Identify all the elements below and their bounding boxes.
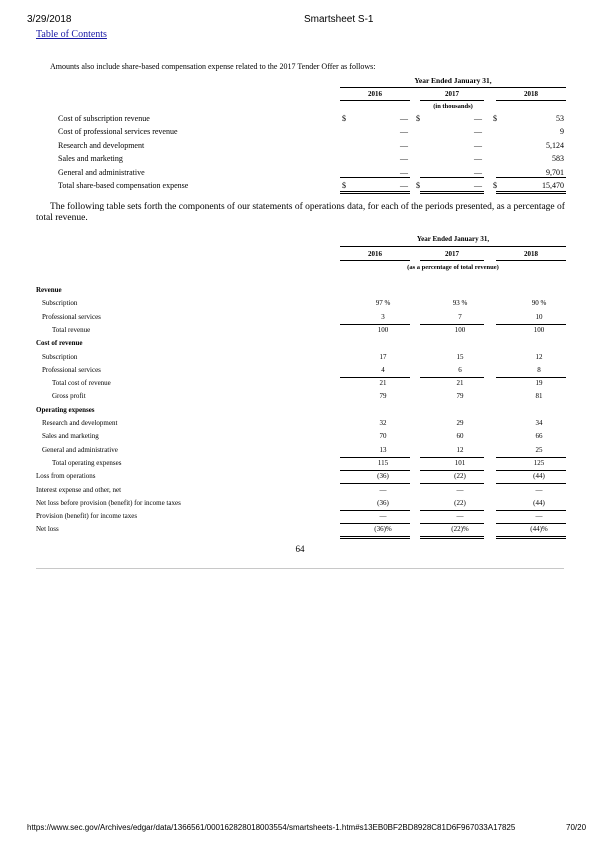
table1-row-label: General and administrative <box>58 167 145 177</box>
table2-row-label: Cost of revenue <box>36 339 83 348</box>
table2-cell: 6 <box>458 365 462 374</box>
table2-cell: 97 % <box>375 299 391 308</box>
table1-period-header: Year Ended January 31, <box>414 76 492 85</box>
footer-divider <box>36 568 564 569</box>
table2-cell: 17 <box>379 352 387 361</box>
table2-cell: — <box>535 485 543 494</box>
table2-row-label: Gross profit <box>52 392 86 401</box>
table2-cell: 79 <box>379 392 387 401</box>
table1-cell: — <box>400 181 408 190</box>
table2-cell: (44)% <box>530 525 548 534</box>
table1-unit-note: (in thousands) <box>433 103 473 110</box>
table2-cell: 3 <box>381 312 385 321</box>
table2-row-label: Net loss before provision (benefit) for income taxes <box>36 498 181 507</box>
table2-cell: 115 <box>377 458 389 467</box>
table1-row-label: Total share-based compensation expense <box>58 181 189 190</box>
table2-row-label: Professional services <box>42 365 101 374</box>
table2-row-label: General and administrative <box>42 445 118 454</box>
table2-row-label: Total cost of revenue <box>52 379 111 388</box>
dollar-sign: $ <box>416 181 420 190</box>
table2-cell: 12 <box>456 445 464 454</box>
table2-row-label: Total revenue <box>52 325 91 334</box>
table2-unit-note: (as a percentage of total revenue) <box>407 264 499 271</box>
table1-cell: — <box>400 127 408 137</box>
table1-cell: — <box>474 127 482 137</box>
table2-row-label: Subscription <box>42 352 78 361</box>
table2-cell: 12 <box>535 352 543 361</box>
table1-row-label: Sales and marketing <box>58 154 123 164</box>
table2-cell: (44) <box>533 472 545 481</box>
table1-cell: — <box>400 167 408 177</box>
table2-cell: 21 <box>456 379 464 388</box>
table2-row-label: Research and development <box>42 419 118 427</box>
table1-row-label: Cost of subscription revenue <box>58 114 150 123</box>
table2-cell: 21 <box>379 379 387 388</box>
table2-cell: 60 <box>456 432 464 441</box>
table1-cell: 15,470 <box>542 181 564 190</box>
table1-year-2016: 2016 <box>368 90 382 98</box>
table1-cell: 53 <box>556 114 564 123</box>
dollar-sign: $ <box>493 181 497 190</box>
table1-cell: — <box>400 154 408 164</box>
table2-row-label: Provision (benefit) for income taxes <box>36 512 138 521</box>
table2-cell: 29 <box>456 419 464 427</box>
dollar-sign: $ <box>416 114 420 123</box>
table2-cell: (44) <box>533 498 545 507</box>
components-paragraph: The following table sets forth the components of our statements of operations data, for each of the periods presented, as a percentage of total revenue. <box>36 202 565 223</box>
table2-cell: 25 <box>535 445 543 454</box>
table2-cell: — <box>379 485 387 494</box>
table2-cell: 100 <box>454 325 466 334</box>
table2-row-label: Interest expense and other, net <box>36 485 122 494</box>
table1-row-label: Research and development <box>58 140 145 150</box>
table2-cell: 66 <box>535 432 543 441</box>
table1-cell: 9 <box>560 127 564 137</box>
table2-cell: — <box>456 485 464 494</box>
table2-row-label: Net loss <box>36 525 59 534</box>
table2-cell: 32 <box>379 419 387 427</box>
dollar-sign: $ <box>342 114 346 123</box>
table2-cell: — <box>535 512 543 521</box>
table1-cell: — <box>474 154 482 164</box>
dollar-sign: $ <box>342 181 346 190</box>
table1-row-label: Cost of professional services revenue <box>58 127 178 137</box>
table2-year-2017: 2017 <box>445 250 459 258</box>
table2-cell: 101 <box>454 458 466 467</box>
table2-cell: 70 <box>379 432 387 441</box>
table1-cell: 583 <box>552 154 564 164</box>
table2-row-label: Total operating expenses <box>52 458 122 467</box>
table2-cell: 7 <box>458 312 462 321</box>
table2-cell: — <box>379 512 387 521</box>
table2-cell: (22) <box>454 472 466 481</box>
table2-cell: 4 <box>381 365 385 374</box>
table1-cell: 9,701 <box>546 167 564 177</box>
table2-row-label: Professional services <box>42 312 101 321</box>
source-url: https://www.sec.gov/Archives/edgar/data/1366561/000162828018003554/smartsheets-1.htm#s13EB0BF2BD8928C81D6F967033A17825 <box>27 823 516 832</box>
intro-text: Amounts also include share-based compensation expense related to the 2017 Tender Offer as follows: <box>50 62 376 71</box>
table2-cell: (36) <box>377 472 389 481</box>
table2-cell: 81 <box>535 392 543 401</box>
dollar-sign: $ <box>493 114 497 123</box>
table2-year-2018: 2018 <box>524 250 538 258</box>
table2-cell: 34 <box>535 419 543 427</box>
table2-cell: (22) <box>454 498 466 507</box>
table2-cell: 93 % <box>452 299 468 308</box>
table2-row-label: Loss from operations <box>36 472 96 481</box>
table2-cell: 79 <box>456 392 464 401</box>
table2-row-label: Sales and marketing <box>42 432 99 441</box>
table2-row-label: Operating expenses <box>36 405 95 414</box>
table2-cell: 19 <box>535 379 543 388</box>
table2-cell: 10 <box>535 312 543 321</box>
table2-year-2016: 2016 <box>368 250 382 258</box>
table2-row-label: Revenue <box>36 286 62 294</box>
table2-cell: 100 <box>533 325 545 334</box>
table2-cell: (36) <box>377 498 389 507</box>
table2-cell: 8 <box>537 365 541 374</box>
table2-cell: (36)% <box>374 525 392 534</box>
table2-row-label: Subscription <box>42 299 78 308</box>
table2-cell: (22)% <box>451 525 469 534</box>
table1-cell: — <box>474 167 482 177</box>
table2-cell: 15 <box>456 352 464 361</box>
table2-cell: 90 % <box>531 299 547 308</box>
print-page-count: 70/20 <box>566 823 587 832</box>
table1-year-2017: 2017 <box>445 90 459 98</box>
print-date: 3/29/2018 <box>27 14 72 25</box>
table1-cell: — <box>400 114 408 123</box>
table2-cell: 13 <box>379 445 387 454</box>
table-of-contents-link[interactable]: Table of Contents <box>36 29 107 40</box>
table1-year-2018: 2018 <box>524 90 538 98</box>
table2-period-header: Year Ended January 31, <box>416 235 490 243</box>
table2-cell: — <box>456 512 464 521</box>
table1-cell: — <box>474 140 482 150</box>
table1-cell: — <box>400 140 408 150</box>
table1-cell: — <box>474 181 482 190</box>
table1-cell: — <box>474 114 482 123</box>
table2-cell: 125 <box>533 458 545 467</box>
page-number: 64 <box>295 544 305 554</box>
table2-cell: 100 <box>377 325 389 334</box>
document-title: Smartsheet S-1 <box>304 14 374 25</box>
table1-cell: 5,124 <box>546 140 564 150</box>
